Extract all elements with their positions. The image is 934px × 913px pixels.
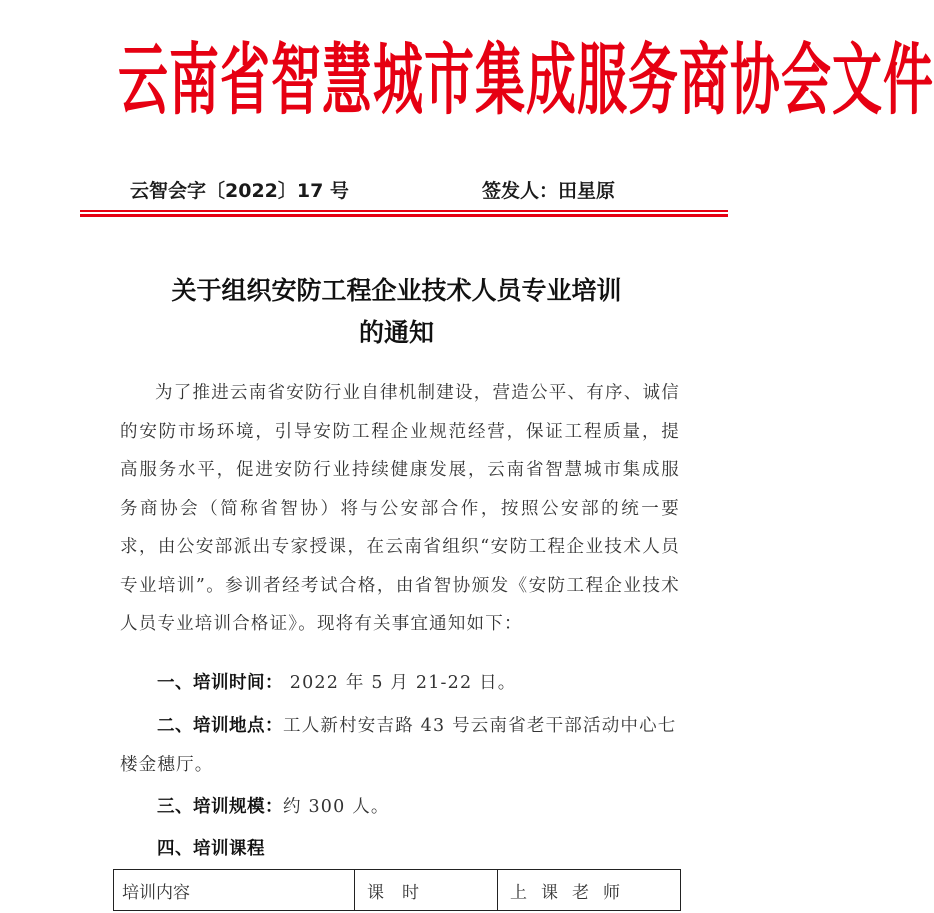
- item-value: 工人新村安吉路 43 号云南省老干部活动中心七楼金穗厅。: [120, 716, 677, 775]
- item-label: 一、培训时间：: [157, 673, 283, 693]
- table-header-teacher: 上课老师: [498, 870, 681, 911]
- item-value: 约 300 人。: [283, 797, 390, 817]
- course-table: [113, 869, 681, 911]
- item-training-courses: [120, 830, 680, 869]
- item-training-location: [120, 707, 680, 784]
- issuer-name: 田星原: [558, 180, 616, 202]
- table-header-hours: 课时: [355, 870, 498, 911]
- issuer: [482, 176, 615, 203]
- notice-title-line2: 的通知: [358, 318, 434, 347]
- item-value: 2022 年 5 月 21-22 日。: [283, 673, 517, 693]
- item-label: 四、培训课程: [157, 839, 265, 859]
- org-header-title: 云南省智慧城市集成服务商协会文件: [118, 35, 934, 125]
- item-label: 二、培训地点：: [157, 716, 283, 736]
- header-divider-thin: [80, 210, 728, 212]
- intro-paragraph: 为了推进云南省安防行业自律机制建设，营造公平、有序、诚信的安防市场环境，引导安防工程企业规范经营，保证工程质量，提高服务水平，促进安防行业持续健康发展，云南省智慧城市集成服务商协会（简称省智协）将与公安部合作，按照公安部的统一要求，由公安部派出专家授课，在云南省组织“安防工程企业技术人员专业培训”。参训者经考试合格，由省智协颁发《安防工程企业技术人员专业培训合格证》。现将有关事宜通知如下：: [120, 383, 680, 634]
- table-header-row: [114, 870, 681, 911]
- header-divider-thick: [80, 214, 728, 217]
- table-header-content: 培训内容: [114, 870, 355, 911]
- item-label: 三、培训规模：: [157, 797, 283, 817]
- document-number: 云智会字〔2022〕17 号: [130, 180, 349, 202]
- notice-title-line1: 关于组织安防工程企业技术人员专业培训: [171, 276, 622, 305]
- item-training-scale: [120, 788, 680, 827]
- item-training-time: [120, 664, 680, 703]
- issuer-label: 签发人：: [482, 180, 559, 202]
